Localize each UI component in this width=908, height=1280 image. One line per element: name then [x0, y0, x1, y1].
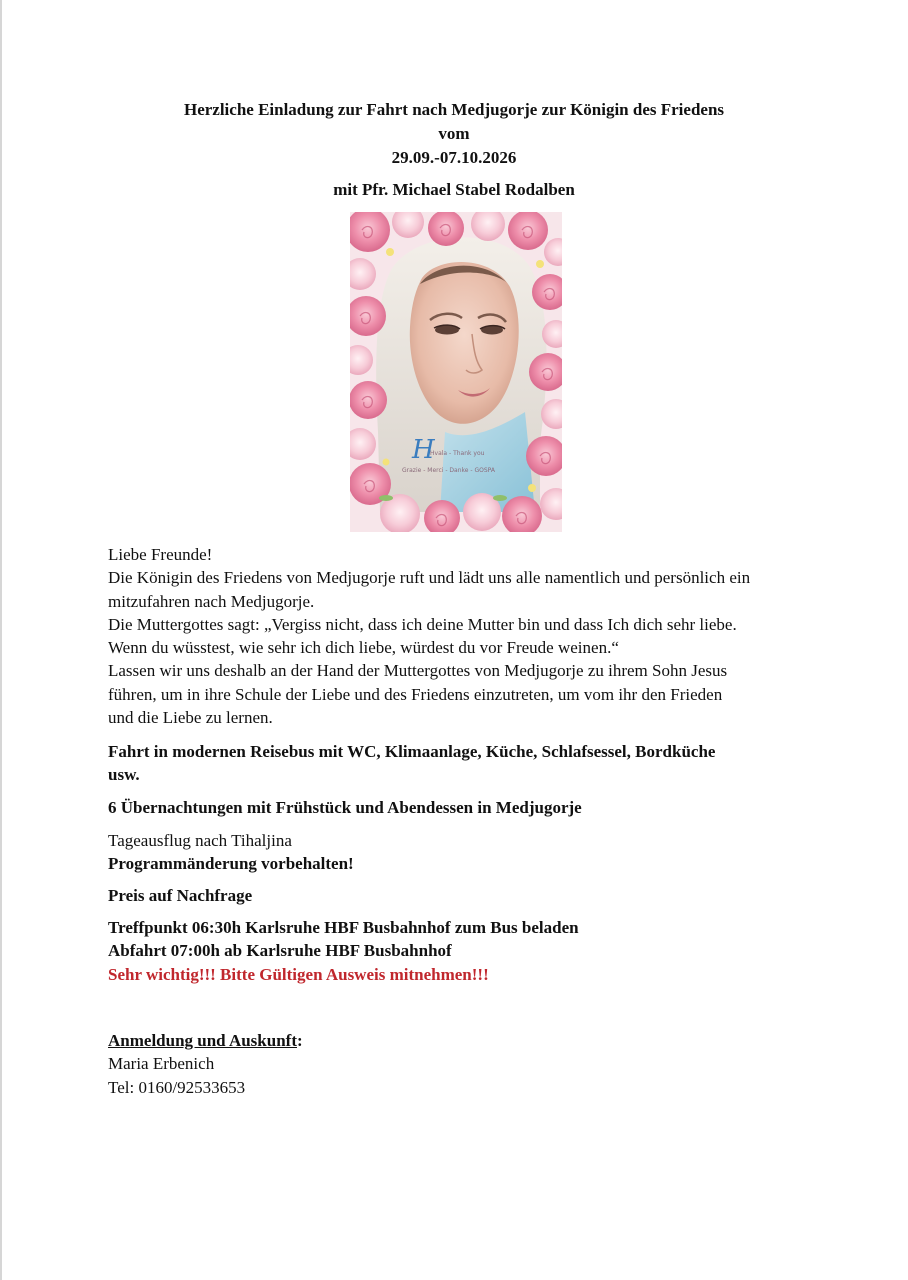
nights-text: 6 Übernachtungen mit Frühstück und Abendessen in Medjugorje — [108, 798, 582, 817]
madonna-picture — [350, 212, 562, 532]
departure-info — [108, 916, 828, 986]
caption-line-1: Hvala - Thank you — [430, 450, 485, 457]
contact-heading: Anmeldung und Auskunft — [108, 1031, 297, 1050]
changes-text: Programmänderung vorbehalten! — [108, 854, 354, 874]
intro-line-6: führen, um in ihre Schule der Liebe und des Friedens einzutreten, um vom ihr den Frieden — [108, 684, 723, 704]
intro-line-7: und die Liebe zu lernen. — [108, 708, 273, 728]
intro-line-1: Die Königin des Friedens von Medjugorje ruft und lädt uns alle namentlich und persönlich ein — [108, 568, 751, 588]
caption-line-2: Grazie - Merci - Danke - GOSPA — [402, 467, 495, 474]
departure-text: Abfahrt 07:00h ab Karlsruhe HBF Busbahnhof — [108, 941, 452, 961]
contact-phone: Tel: 0160/92533653 — [108, 1077, 246, 1097]
price-text: Preis auf Nachfrage — [108, 886, 253, 905]
title-line-1: Herzliche Einladung zur Fahrt nach Medjugorje zur Königin des Friedens — [183, 100, 725, 119]
subtitle-priest: mit Pfr. Michael Stabel Rodalben — [333, 180, 575, 199]
warning-text: Sehr wichtig!!! Bitte Gültigen Ausweis mitnehmen!!! — [108, 964, 489, 984]
meeting-text: Treffpunkt 06:30h Karlsruhe HBF Busbahnhof zum Bus beladen — [108, 918, 579, 937]
excursion-text: Tageausflug nach Tihaljina — [108, 831, 292, 850]
intro-line-4: Wenn du wüsstest, wie sehr ich dich liebe, würdest du vor Freude weinen.“ — [108, 638, 619, 658]
price-info — [108, 884, 828, 907]
caption-initial: H — [412, 435, 435, 465]
intro-text — [108, 543, 828, 729]
bus-line-1: Fahrt in modernen Reisebus mit WC, Klimaanlage, Küche, Schlafsessel, Bordküche — [108, 742, 716, 761]
intro-line-3: Die Muttergottes sagt: „Vergiss nicht, dass ich deine Mutter bin und dass Ich dich sehr liebe. — [108, 614, 737, 634]
date-range: 29.09.-07.10.2026 — [391, 148, 517, 167]
program-info — [108, 829, 828, 876]
madonna-roses-illustration — [350, 212, 562, 532]
greeting: Liebe Freunde! — [108, 545, 213, 564]
contact-heading-colon: : — [296, 1031, 303, 1050]
contact-name: Maria Erbenich — [108, 1054, 215, 1074]
contact-heading-line — [108, 1029, 828, 1052]
bus-line-2: usw. — [108, 765, 140, 785]
title-line-2: vom — [438, 124, 470, 143]
accommodation-info — [108, 796, 828, 819]
contact-block — [108, 1029, 828, 1099]
intro-line-5: Lassen wir uns deshalb an der Hand der Muttergottes von Medjugorje zu ihrem Sohn Jesus — [108, 661, 728, 681]
intro-line-2: mitzufahren nach Medjugorje. — [108, 591, 315, 611]
bus-info — [108, 740, 828, 787]
